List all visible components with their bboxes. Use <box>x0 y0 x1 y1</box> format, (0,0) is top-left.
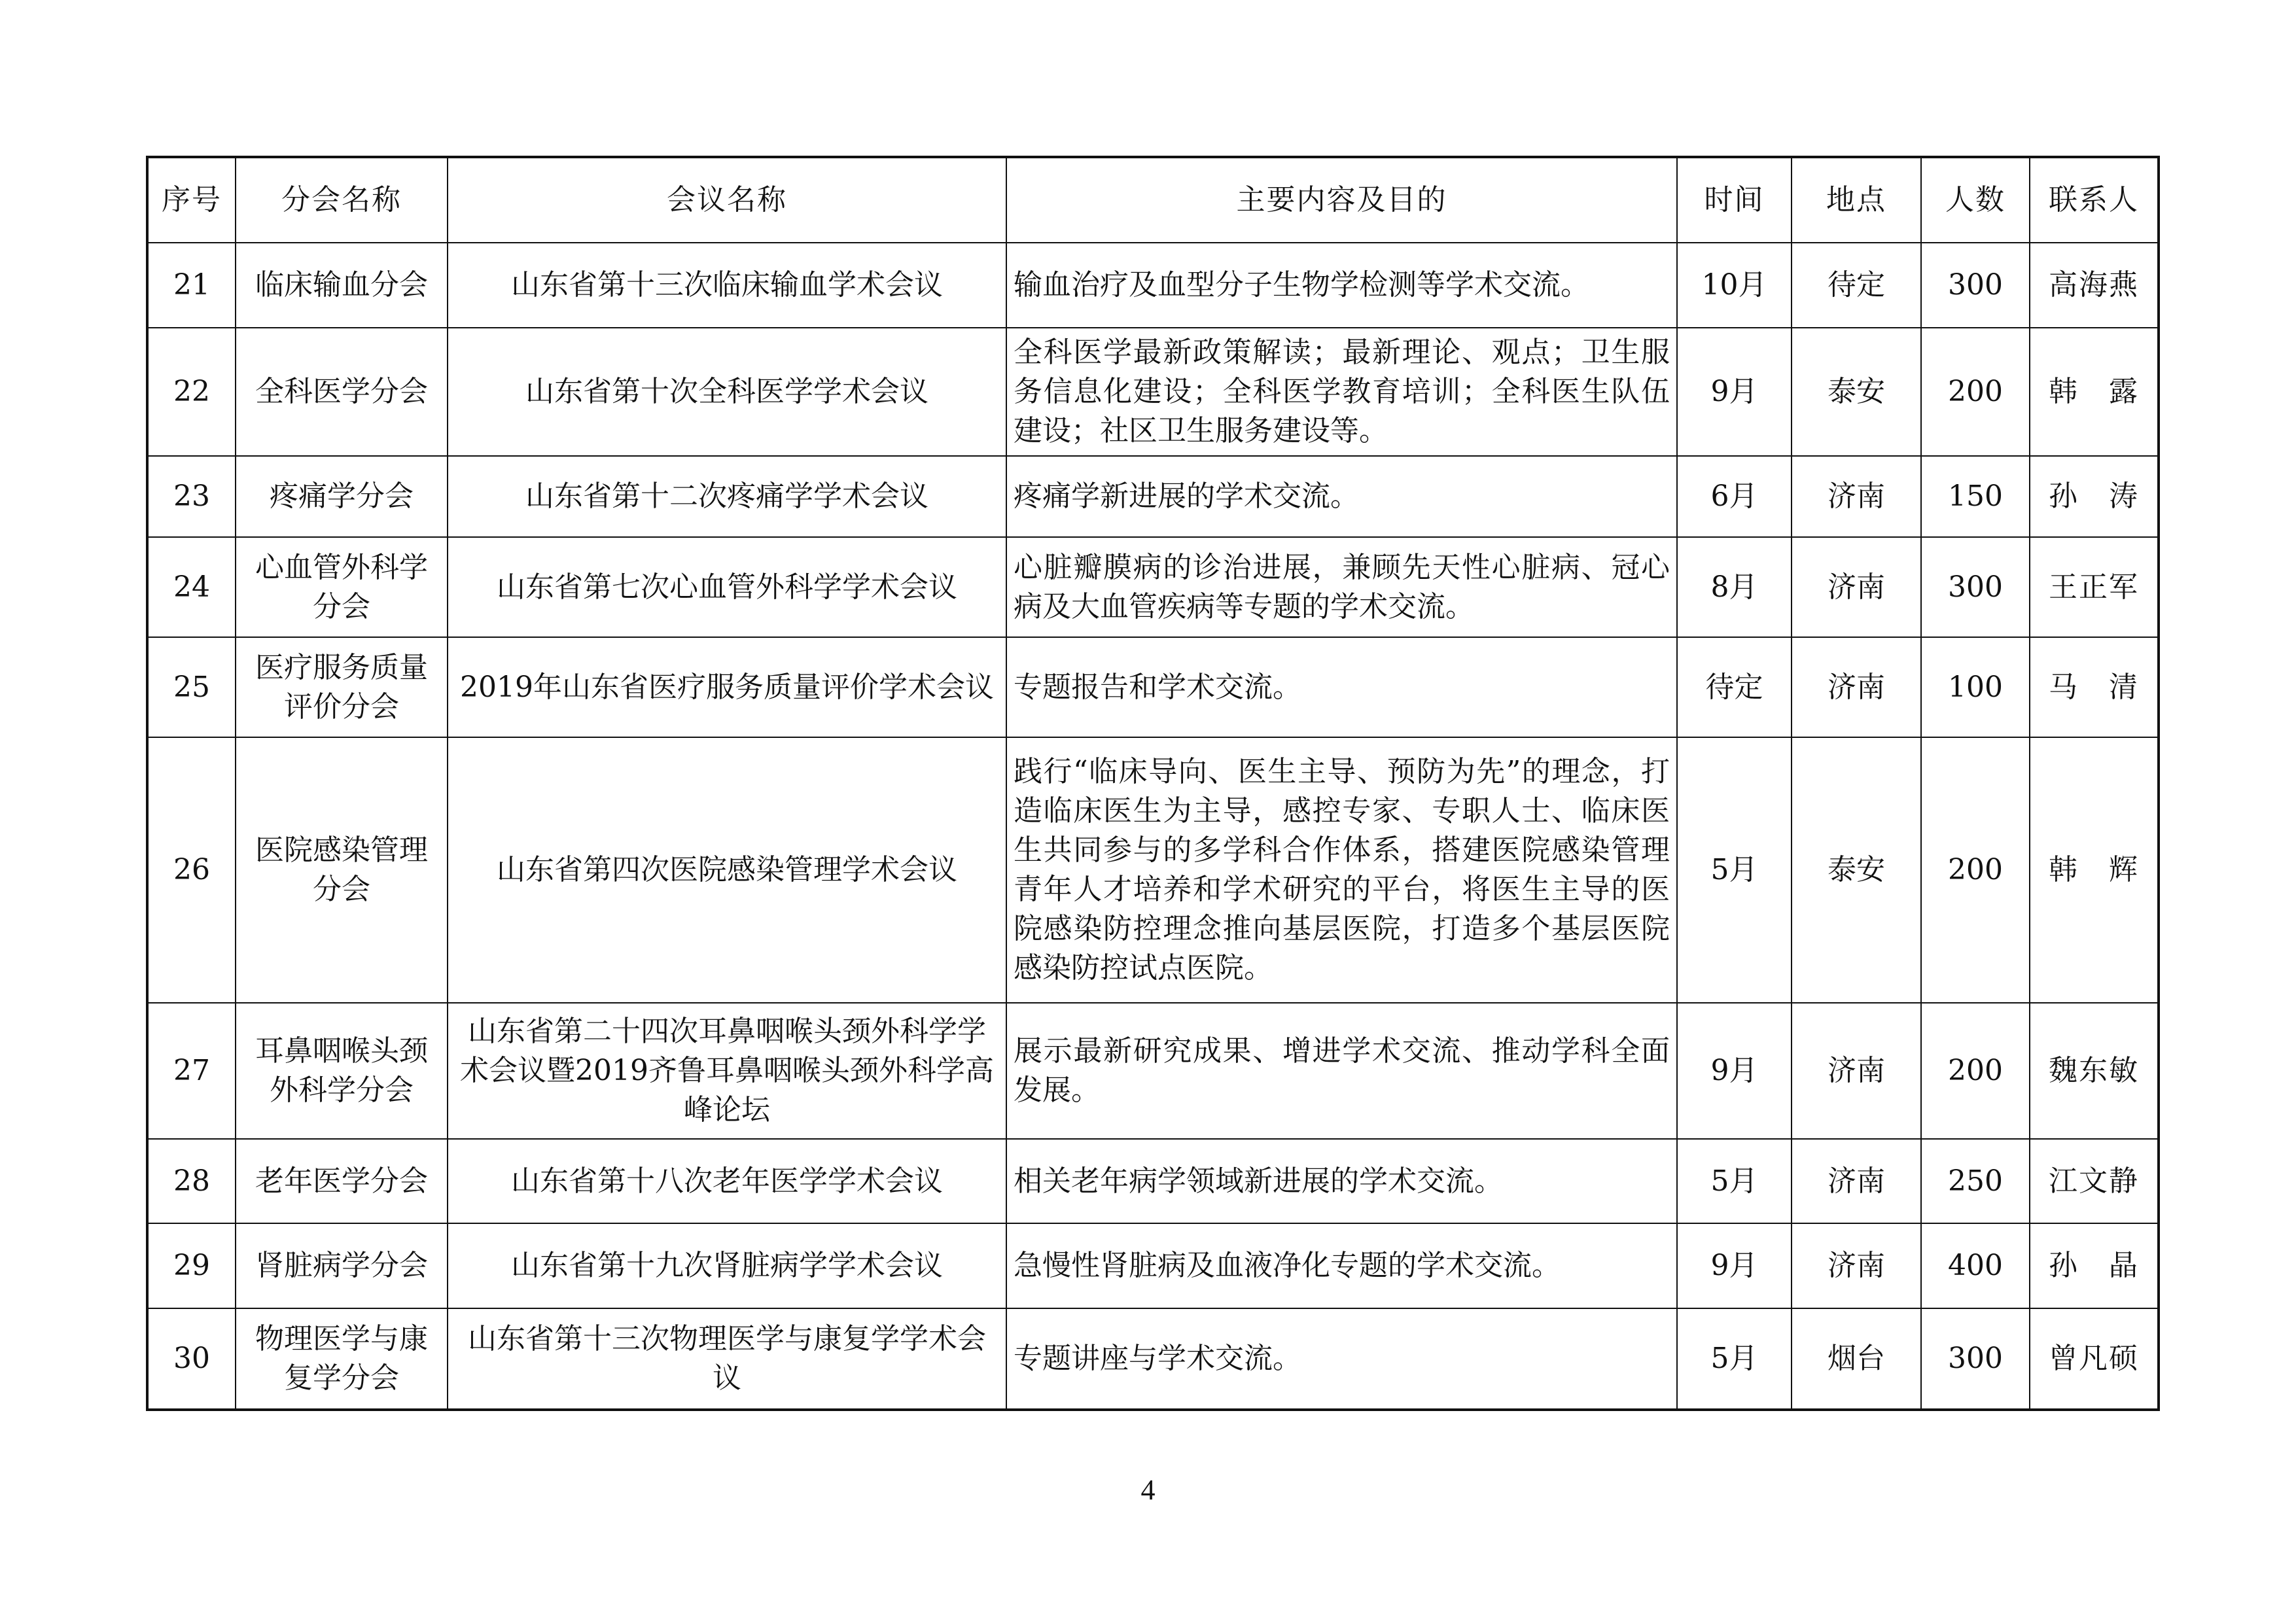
row-meeting: 山东省第十八次老年医学学术会议 <box>448 1139 1006 1223</box>
row-branch: 全科医学分会 <box>236 328 448 456</box>
header-meeting: 会议名称 <box>448 157 1006 243</box>
row-branch: 心血管外科学分会 <box>236 537 448 637</box>
row-contact: 魏东敏 <box>2030 1003 2159 1139</box>
header-place: 地点 <box>1792 157 1921 243</box>
table-row <box>147 1003 2159 1139</box>
header-branch: 分会名称 <box>236 157 448 243</box>
row-branch: 肾脏病学分会 <box>236 1223 448 1308</box>
row-count: 300 <box>1921 1308 2030 1410</box>
page-number: 4 <box>1140 1474 1156 1506</box>
row-place: 烟台 <box>1792 1308 1921 1410</box>
row-time: 5月 <box>1677 737 1792 1003</box>
row-place: 济南 <box>1792 1139 1921 1223</box>
row-place: 济南 <box>1792 456 1921 537</box>
row-time: 10月 <box>1677 243 1792 328</box>
row-branch: 疼痛学分会 <box>236 456 448 537</box>
row-time: 6月 <box>1677 456 1792 537</box>
row-place: 济南 <box>1792 1223 1921 1308</box>
header-count: 人数 <box>1921 157 2030 243</box>
row-meeting: 山东省第十次全科医学学术会议 <box>448 328 1006 456</box>
row-time: 8月 <box>1677 537 1792 637</box>
row-index: 29 <box>147 1223 236 1308</box>
row-count: 400 <box>1921 1223 2030 1308</box>
row-time: 9月 <box>1677 328 1792 456</box>
row-index: 26 <box>147 737 236 1003</box>
table-row <box>147 637 2159 737</box>
row-count: 200 <box>1921 1003 2030 1139</box>
row-count: 100 <box>1921 637 2030 737</box>
row-time: 9月 <box>1677 1223 1792 1308</box>
row-meeting: 山东省第四次医院感染管理学术会议 <box>448 737 1006 1003</box>
row-branch: 耳鼻咽喉头颈外科学分会 <box>236 1003 448 1139</box>
row-content: 全科医学最新政策解读；最新理论、观点；卫生服务信息化建设；全科医学教育培训；全科医生队伍建设；社区卫生服务建设等。 <box>1006 328 1677 456</box>
row-branch: 物理医学与康复学分会 <box>236 1308 448 1410</box>
row-place: 济南 <box>1792 637 1921 737</box>
row-content: 践行“临床导向、医生主导、预防为先”的理念，打造临床医生为主导，感控专家、专职人士、临床医生共同参与的多学科合作体系，搭建医院感染管理青年人才培养和学术研究的平台，将医生主导的医院感染防控理念推向基层医院，打造多个基层医院感染防控试点医院。 <box>1006 737 1677 1003</box>
table-row <box>147 1139 2159 1223</box>
row-count: 300 <box>1921 243 2030 328</box>
header-time: 时间 <box>1677 157 1792 243</box>
row-content: 专题报告和学术交流。 <box>1006 637 1677 737</box>
row-place: 泰安 <box>1792 737 1921 1003</box>
table-row <box>147 737 2159 1003</box>
header-content: 主要内容及目的 <box>1006 157 1677 243</box>
row-branch: 老年医学分会 <box>236 1139 448 1223</box>
row-contact: 孙 涛 <box>2030 456 2159 537</box>
row-meeting: 山东省第十三次临床输血学术会议 <box>448 243 1006 328</box>
row-index: 23 <box>147 456 236 537</box>
row-contact: 王正军 <box>2030 537 2159 637</box>
row-content: 专题讲座与学术交流。 <box>1006 1308 1677 1410</box>
header-index: 序号 <box>147 157 236 243</box>
row-contact: 孙 晶 <box>2030 1223 2159 1308</box>
row-contact: 曾凡硕 <box>2030 1308 2159 1410</box>
row-place: 济南 <box>1792 1003 1921 1139</box>
row-place: 济南 <box>1792 537 1921 637</box>
row-branch: 医疗服务质量评价分会 <box>236 637 448 737</box>
row-count: 200 <box>1921 737 2030 1003</box>
row-time: 待定 <box>1677 637 1792 737</box>
header-contact: 联系人 <box>2030 157 2159 243</box>
row-meeting: 2019年山东省医疗服务质量评价学术会议 <box>448 637 1006 737</box>
row-index: 24 <box>147 537 236 637</box>
row-branch: 医院感染管理分会 <box>236 737 448 1003</box>
row-contact: 马 清 <box>2030 637 2159 737</box>
table-row <box>147 537 2159 637</box>
row-time: 5月 <box>1677 1308 1792 1410</box>
row-time: 9月 <box>1677 1003 1792 1139</box>
row-contact: 韩 露 <box>2030 328 2159 456</box>
row-branch: 临床输血分会 <box>236 243 448 328</box>
row-index: 30 <box>147 1308 236 1410</box>
table-row <box>147 1308 2159 1410</box>
row-content: 疼痛学新进展的学术交流。 <box>1006 456 1677 537</box>
row-count: 150 <box>1921 456 2030 537</box>
row-meeting: 山东省第十二次疼痛学学术会议 <box>448 456 1006 537</box>
row-content: 心脏瓣膜病的诊治进展，兼顾先天性心脏病、冠心病及大血管疾病等专题的学术交流。 <box>1006 537 1677 637</box>
table-row <box>147 328 2159 456</box>
row-meeting: 山东省第二十四次耳鼻咽喉头颈外科学学术会议暨2019齐鲁耳鼻咽喉头颈外科学高峰论坛 <box>448 1003 1006 1139</box>
table-row <box>147 1223 2159 1308</box>
row-contact: 江文静 <box>2030 1139 2159 1223</box>
table-header-row <box>147 157 2159 243</box>
table-row <box>147 243 2159 328</box>
row-count: 250 <box>1921 1139 2030 1223</box>
meeting-schedule-table <box>146 156 2160 1411</box>
row-count: 300 <box>1921 537 2030 637</box>
row-content: 输血治疗及血型分子生物学检测等学术交流。 <box>1006 243 1677 328</box>
row-content: 急慢性肾脏病及血液净化专题的学术交流。 <box>1006 1223 1677 1308</box>
row-contact: 高海燕 <box>2030 243 2159 328</box>
row-index: 22 <box>147 328 236 456</box>
row-meeting: 山东省第十三次物理医学与康复学学术会议 <box>448 1308 1006 1410</box>
table-row <box>147 456 2159 537</box>
row-meeting: 山东省第十九次肾脏病学学术会议 <box>448 1223 1006 1308</box>
row-content: 相关老年病学领域新进展的学术交流。 <box>1006 1139 1677 1223</box>
row-contact: 韩 辉 <box>2030 737 2159 1003</box>
row-index: 25 <box>147 637 236 737</box>
row-time: 5月 <box>1677 1139 1792 1223</box>
row-meeting: 山东省第七次心血管外科学学术会议 <box>448 537 1006 637</box>
row-count: 200 <box>1921 328 2030 456</box>
row-content: 展示最新研究成果、增进学术交流、推动学科全面发展。 <box>1006 1003 1677 1139</box>
row-place: 泰安 <box>1792 328 1921 456</box>
row-index: 21 <box>147 243 236 328</box>
row-index: 27 <box>147 1003 236 1139</box>
row-index: 28 <box>147 1139 236 1223</box>
row-place: 待定 <box>1792 243 1921 328</box>
